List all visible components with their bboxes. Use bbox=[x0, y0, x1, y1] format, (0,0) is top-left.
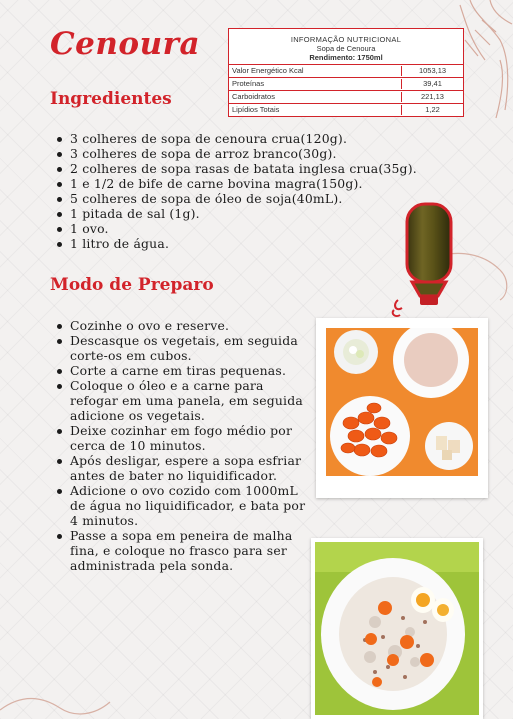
preparation-heading: Modo de Preparo bbox=[50, 275, 214, 295]
nutrition-label: Lipídios Totais bbox=[232, 105, 280, 114]
nutrition-label: Valor Energético Kcal bbox=[232, 66, 304, 75]
list-item: 3 colheres de sopa de arroz branco(30g). bbox=[53, 146, 463, 161]
list-item: 1 ovo. bbox=[53, 221, 463, 236]
preparation-steps bbox=[53, 318, 311, 573]
nutrition-label: Proteínas bbox=[232, 79, 265, 88]
feeding-bottle-illustration bbox=[388, 200, 468, 322]
list-item: Coloque o óleo e a carne para refogar em uma panela, em seguida adicione os vegetais. bbox=[53, 378, 311, 423]
page-title: Cenoura bbox=[50, 26, 201, 62]
list-item: 3 colheres de sopa de cenoura crua(120g). bbox=[53, 131, 463, 146]
soup-photo-image bbox=[315, 542, 479, 715]
list-item: Corte a carne em tiras pequenas. bbox=[53, 363, 311, 378]
nutrition-label: Carboidratos bbox=[232, 92, 275, 101]
list-item: Passe a sopa em peneira de malha fina, e coloque no frasco para ser administrada pela sonda. bbox=[53, 528, 311, 573]
nutrition-yield: Rendimento: 1750ml bbox=[309, 53, 383, 62]
list-item: 1 litro de água. bbox=[53, 236, 463, 251]
list-item: Descasque os vegetais, em seguida corte-os em cubos. bbox=[53, 333, 311, 363]
list-item: Adicione o ovo cozido com 1000mL de água no liquidificador, e bata por 4 minutos. bbox=[53, 483, 311, 528]
list-item: Após desligar, espere a sopa esfriar antes de bater no liquidificador. bbox=[53, 453, 311, 483]
nutrition-header bbox=[228, 28, 464, 65]
list-item: 5 colheres de sopa de óleo de soja(40mL). bbox=[53, 191, 463, 206]
nutrition-value: 39,41 bbox=[401, 79, 460, 89]
nutrition-value: 1053,13 bbox=[401, 66, 460, 76]
nutrition-value: 221,13 bbox=[401, 92, 460, 102]
list-item: Cozinhe o ovo e reserve. bbox=[53, 318, 311, 333]
ingredients-photo bbox=[316, 318, 488, 498]
nutrition-heading: INFORMAÇÃO NUTRICIONAL bbox=[290, 35, 402, 44]
nutrition-table bbox=[228, 28, 464, 117]
list-item: 1 pitada de sal (1g). bbox=[53, 206, 463, 221]
ingredients-heading: Ingredientes bbox=[50, 89, 172, 109]
nutrition-row bbox=[228, 78, 464, 91]
list-item: Deixe cozinhar em fogo médio por cerca de 10 minutos. bbox=[53, 423, 311, 453]
nutrition-row bbox=[228, 91, 464, 104]
nutrition-row bbox=[228, 65, 464, 78]
bottom-swirl-decoration bbox=[0, 690, 120, 719]
nutrition-recipe: Sopa de Cenoura bbox=[316, 44, 376, 53]
nutrition-value: 1,22 bbox=[401, 105, 460, 115]
ingredients-photo-image bbox=[326, 328, 478, 476]
list-item: 1 e 1/2 de bife de carne bovina magra(150g). bbox=[53, 176, 463, 191]
list-item: 2 colheres de sopa rasas de batata inglesa crua(35g). bbox=[53, 161, 463, 176]
soup-photo bbox=[311, 538, 483, 719]
nutrition-row bbox=[228, 104, 464, 117]
